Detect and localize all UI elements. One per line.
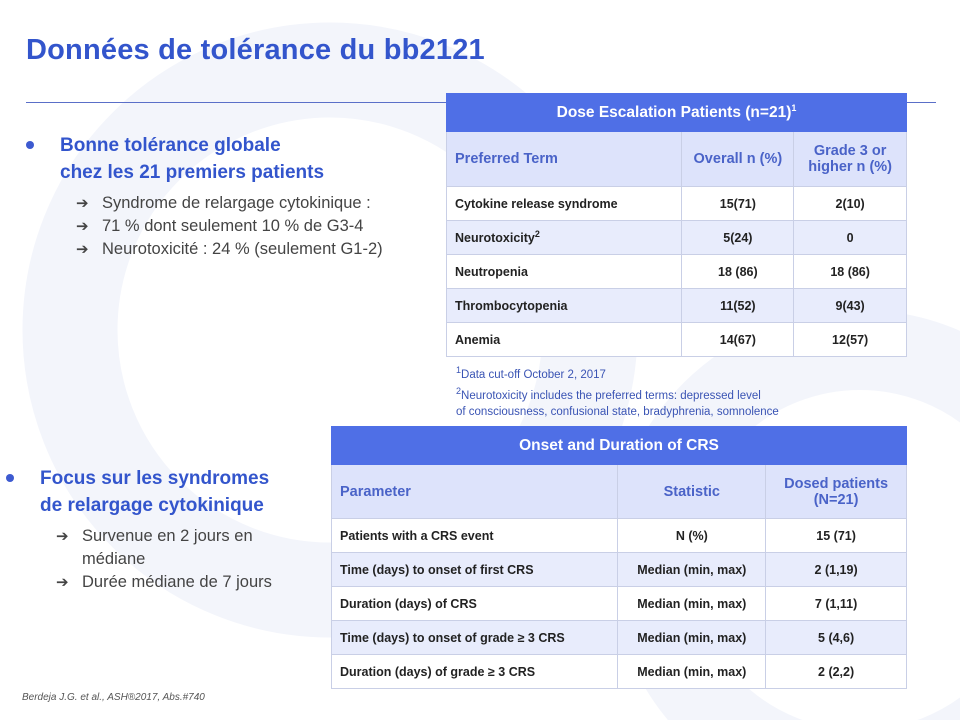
column-header: Overall n (%) [682,132,794,187]
bullet-line: chez les 21 premiers patients [60,162,325,183]
table-row: Time (days) to onset of grade ≥ 3 CRS Median (min, max) 5 (4,6) [332,621,907,655]
table-row: Patients with a CRS event N (%) 15 (71) [332,519,907,553]
bullet-crs-focus [6,465,272,594]
arrow-icon: ➔ [76,218,89,235]
sub-bullet: ➔ Durée médiane de 7 jours [56,571,272,594]
sub-bullet: ➔ Syndrome de relargage cytokinique : [76,192,383,215]
bullet-line: de relargage cytokinique [40,495,264,516]
bullet-line: Focus sur les syndromes [40,468,270,489]
bullet-line: Bonne tolérance globale [60,135,281,156]
arrow-icon: ➔ [76,241,89,258]
column-header: Parameter [332,465,618,519]
table-row: Time (days) to onset of first CRS Median (min, max) 2 (1,19) [332,553,907,587]
table-title: Dose Escalation Patients (n=21)$^1$ [447,94,907,132]
sub-bullet: ➔ Neurotoxicité : 24 % (seulement G1-2) [76,238,383,261]
sub-bullet-continuation: médiane [82,550,146,568]
bullet-dot [6,474,14,482]
sub-bullet: ➔ 71 % dont seulement 10 % de G3-4 [76,215,383,238]
column-header: Statistic [618,465,766,519]
arrow-icon: ➔ [56,574,69,591]
arrow-icon: ➔ [76,195,89,212]
sub-bullet: ➔ Survenue en 2 jours en [56,525,272,548]
crs-onset-table [331,426,907,689]
table-row: Thrombocytopenia 11(52) 9(43) [447,289,907,323]
arrow-icon: ➔ [56,528,69,545]
table-footnotes: $^1$Data cut-off October 2, 2017 $^2$Neurotoxicity includes the preferred terms: depressed level of consciousness, confusional state, bradyphrenia, somnolence [456,365,779,418]
table-row: Neurotoxicity$^2$ 5(24) 0 [447,221,907,255]
table-row: Duration (days) of grade ≥ 3 CRS Median (min, max) 2 (2,2) [332,655,907,689]
table-row: Neutropenia 18 (86) 18 (86) [447,255,907,289]
table-title: Onset and Duration of CRS [332,427,907,465]
dose-escalation-table [446,93,907,357]
table-row: Anemia 14(67) 12(57) [447,323,907,357]
page-title: Données de tolérance du bb2121 [26,34,485,66]
citation: Berdeja J.G. et al., ASH®2017, Abs.#740 [22,692,205,703]
table-row: Cytokine release syndrome 15(71) 2(10) [447,187,907,221]
column-header: Dosed patients (N=21) [766,465,907,519]
bullet-overall-tolerance [26,132,383,261]
column-header: Grade 3 or higher n (%) [794,132,907,187]
column-header: Preferred Term [447,132,682,187]
bullet-dot [26,141,34,149]
table-row: Duration (days) of CRS Median (min, max) 7 (1,11) [332,587,907,621]
